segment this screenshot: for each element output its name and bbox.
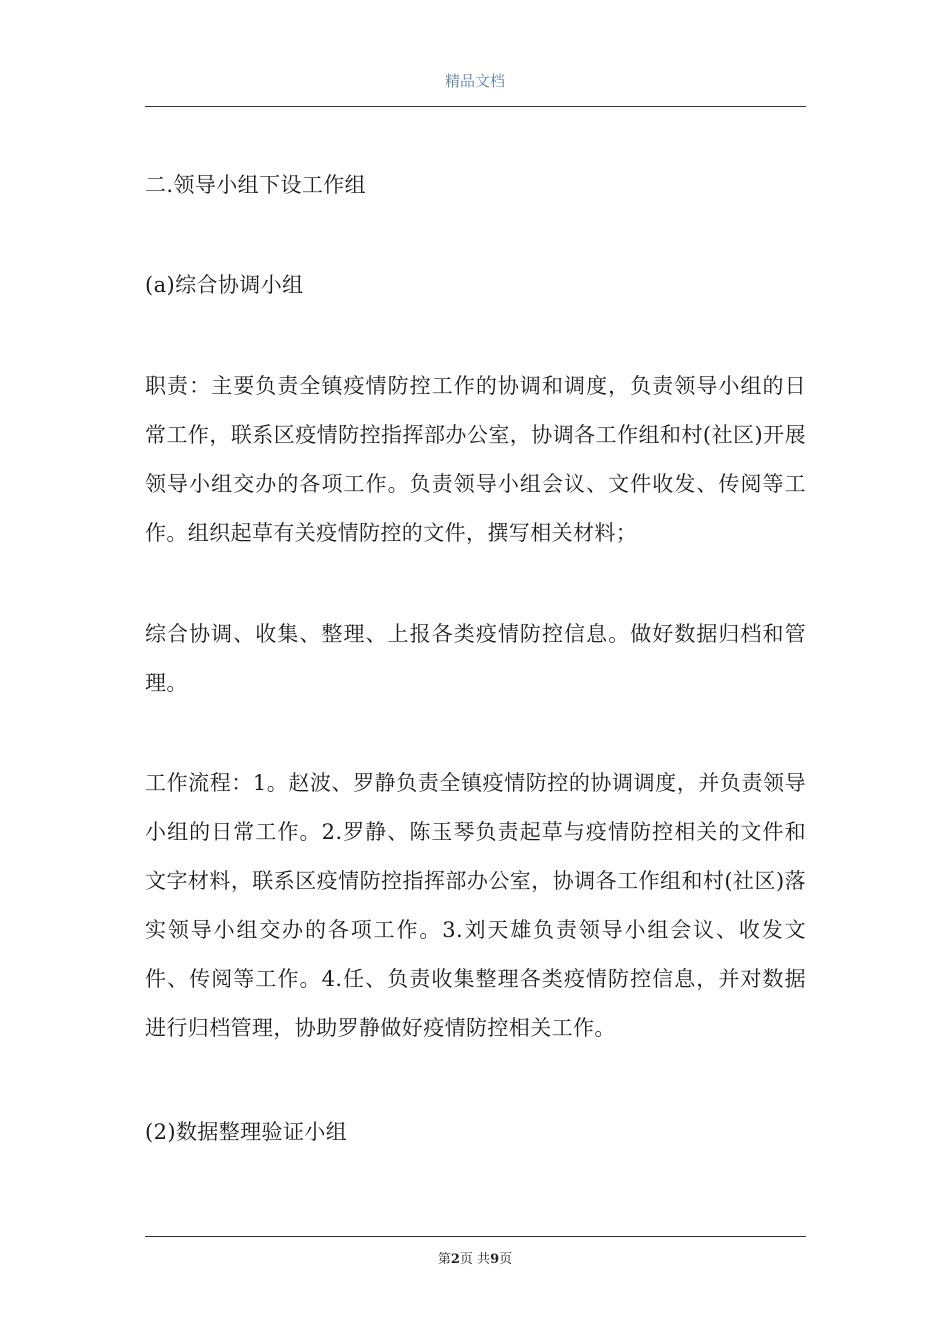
footer-rule xyxy=(145,1236,806,1237)
header-rule xyxy=(145,106,806,107)
footer-mid: 页 共 xyxy=(459,1252,491,1267)
section-heading: 二.领导小组下设工作组 xyxy=(145,173,367,197)
page-footer xyxy=(0,1248,950,1267)
footer-suffix: 页 xyxy=(499,1252,513,1267)
responsibility-paragraph: 职责：主要负责全镇疫情防控工作的协调和调度，负责领导小组的日常工作，联系区疫情防控指挥部办公室，协调各工作组和村(社区)开展领导小组交办的各项工作。负责领导小组会议、文件收发、传阅等工作。组织起草有关疫情防控的文件，撰写相关材料； xyxy=(145,374,806,545)
total-page-number: 9 xyxy=(490,1252,500,1267)
subsection-heading: (a)综合协调小组 xyxy=(145,273,304,297)
current-page-number: 2 xyxy=(450,1252,460,1267)
footer-prefix: 第 xyxy=(437,1252,451,1267)
subsection-heading-2: (2)数据整理验证小组 xyxy=(145,1120,348,1144)
workflow-paragraph: 工作流程：1。赵波、罗静负责全镇疫情防控的协调调度，并负责领导小组的日常工作。2.罗静、陈玉琴负责起草与疫情防控相关的文件和文字材料，联系区疫情防控指挥部办公室，协调各工作组和村(社区)落实领导小组交办的各项工作。3.刘天雄负责领导小组会议、收发文件、传阅等工作。4.任、负责收集整理各类疫情防控信息，并对数据进行归档管理，协助罗静做好疫情防控相关工作。 xyxy=(145,771,806,1040)
coordination-paragraph: 综合协调、收集、整理、上报各类疫情防控信息。做好数据归档和管理。 xyxy=(145,622,806,695)
page-header: 精品文档 xyxy=(444,72,505,90)
